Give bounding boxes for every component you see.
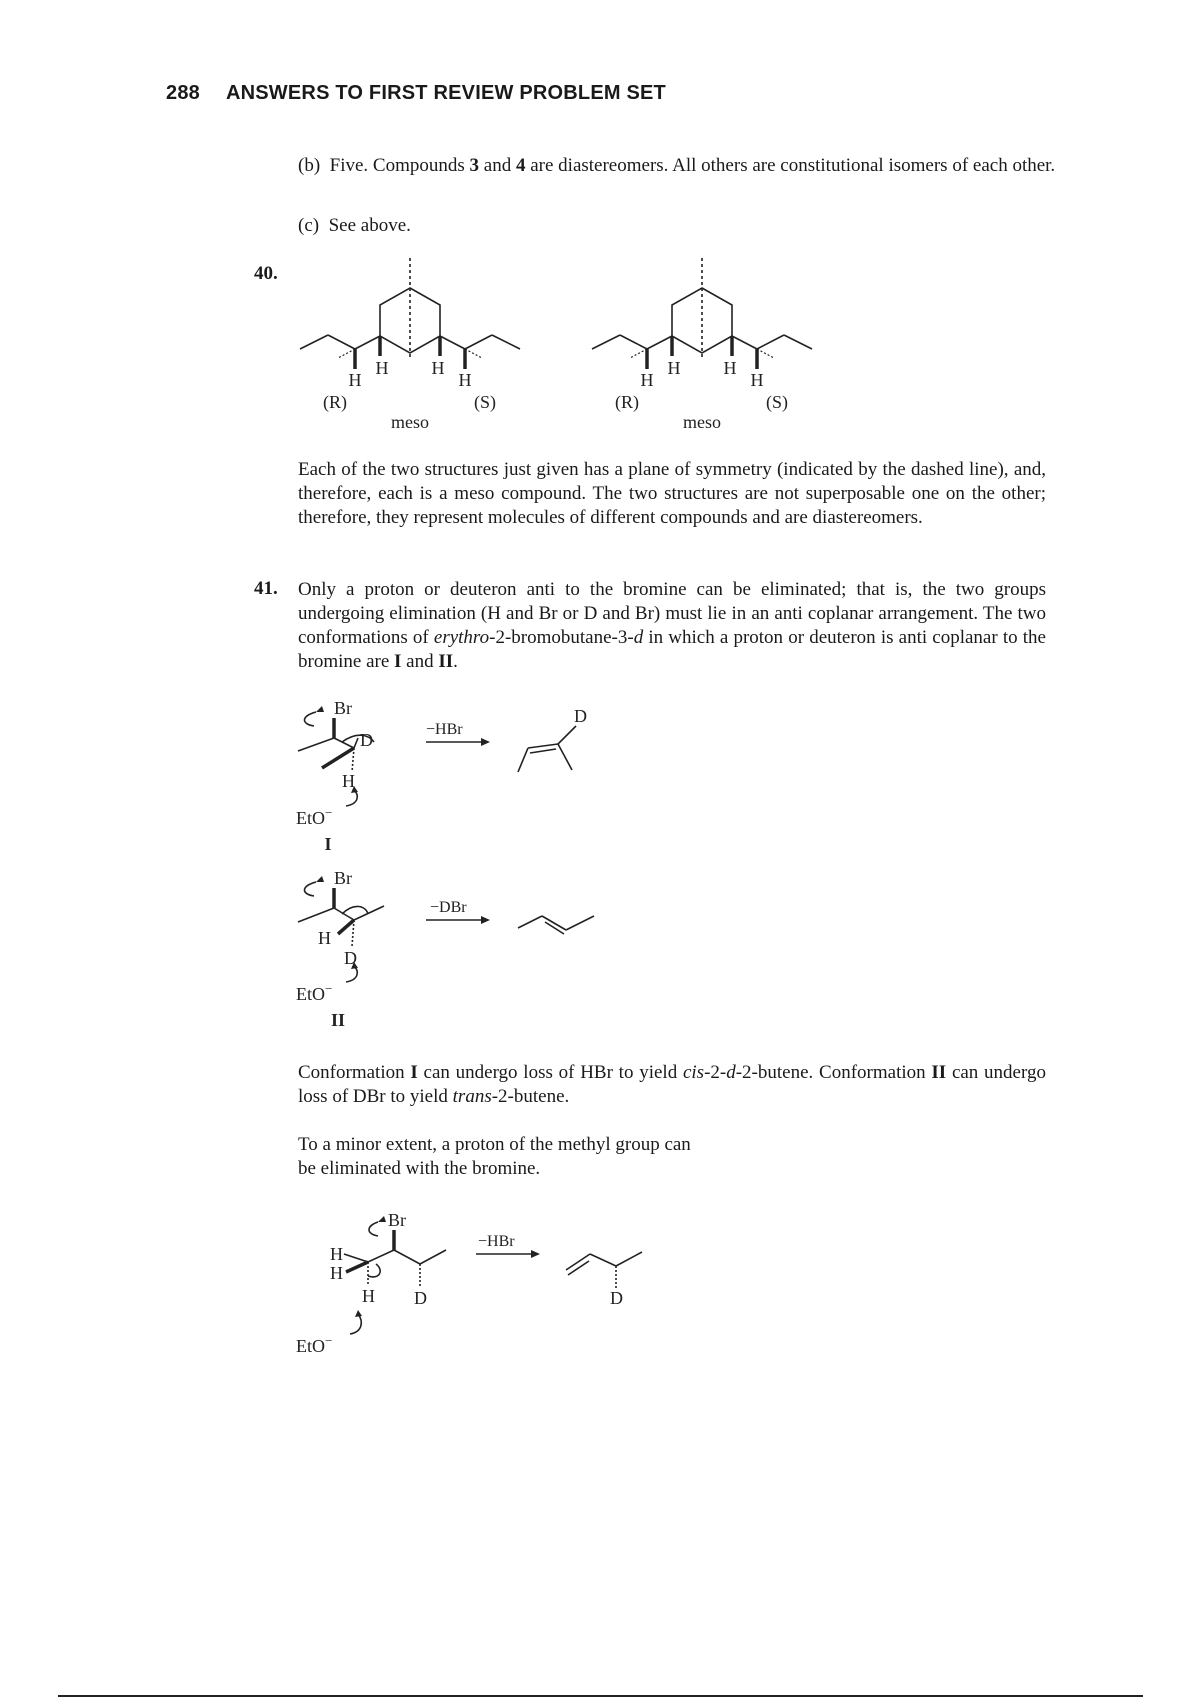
br-label: Br bbox=[334, 868, 352, 888]
reaction-scheme-methyl bbox=[296, 1208, 736, 1368]
br-label: Br bbox=[388, 1210, 406, 1230]
question-41-number: 41. bbox=[254, 578, 278, 599]
d-label: D bbox=[414, 1288, 427, 1308]
meso-structure-2 bbox=[582, 258, 842, 438]
s-label: (S) bbox=[474, 392, 496, 412]
header-title: ANSWERS TO FIRST REVIEW PROBLEM SET bbox=[225, 82, 666, 104]
ethoxide-label: EtO− bbox=[296, 805, 333, 828]
h-label: H bbox=[431, 358, 445, 378]
r-label: (R) bbox=[615, 392, 639, 412]
meso-label: meso bbox=[391, 412, 429, 432]
r-label: (R) bbox=[323, 392, 347, 412]
ethoxide-label: EtO− bbox=[296, 981, 333, 1004]
part-c-label: (c) bbox=[298, 215, 320, 236]
h-label: H bbox=[375, 358, 389, 378]
answer-part-b: (b) Five. Compounds 3 and 4 are diastereomers. All others are constitutional isomers of each other. bbox=[298, 155, 1056, 176]
d-label: D bbox=[344, 948, 357, 968]
h-label: H bbox=[723, 358, 737, 378]
q41-paragraph-2: Conformation I can undergo loss of HBr to yield cis-2-d-2-butene. Conformation II can undergo loss of DBr to yield trans-2-butene. bbox=[298, 1062, 1046, 1107]
h-label: H bbox=[750, 370, 764, 390]
s-label: (S) bbox=[766, 392, 788, 412]
minus-dbr-label: −DBr bbox=[430, 899, 467, 916]
h-label: H bbox=[342, 771, 355, 791]
part-b-label: (b) bbox=[298, 155, 321, 176]
footer-rule bbox=[58, 1695, 1143, 1697]
q40-explanation: Each of the two structures just given has a plane of symmetry (indicated by the dashed line), and, therefore, each is a meso compound. The two structures are not superposable one on the other; therefore, they represent molecules of different compounds and are diastereomers. bbox=[298, 459, 1046, 528]
d-label: D bbox=[610, 1288, 623, 1308]
h-label: H bbox=[348, 370, 362, 390]
h-label: H bbox=[330, 1244, 343, 1264]
meso-structure-1 bbox=[290, 258, 550, 438]
minus-hbr-label: −HBr bbox=[478, 1233, 515, 1250]
page-number: 288 bbox=[166, 82, 200, 104]
br-label: Br bbox=[334, 698, 352, 718]
ethoxide-label: EtO− bbox=[296, 1333, 333, 1356]
q41-paragraph-3: To a minor extent, a proton of the methyl group can be eliminated with the bromine. bbox=[298, 1134, 691, 1179]
meso-label: meso bbox=[683, 412, 721, 432]
h-label: H bbox=[318, 928, 331, 948]
minus-hbr-label: −HBr bbox=[426, 721, 463, 738]
d-label: D bbox=[574, 706, 587, 726]
conformation-I-label: I bbox=[324, 834, 332, 854]
h-label: H bbox=[458, 370, 472, 390]
question-40-number: 40. bbox=[254, 263, 278, 284]
conformation-II-label: II bbox=[330, 1010, 346, 1030]
reaction-scheme-I bbox=[296, 696, 736, 856]
h-label: H bbox=[362, 1286, 375, 1306]
h-label: H bbox=[330, 1263, 343, 1283]
answer-part-c: (c) See above. bbox=[298, 215, 411, 236]
reaction-scheme-II bbox=[296, 868, 736, 1032]
h-label: H bbox=[667, 358, 681, 378]
q41-paragraph-1: Only a proton or deuteron anti to the bromine can be eliminated; that is, the two groups undergoing elimination (H and Br or D and Br) must lie in an anti coplanar arrangement. The two conformations of erythro-2-bromobutane-3-d in which a proton or deuteron is anti coplanar to the bromine are I and II. bbox=[298, 579, 1046, 672]
d-label: D bbox=[360, 730, 373, 750]
h-label: H bbox=[640, 370, 654, 390]
running-header bbox=[166, 82, 666, 105]
